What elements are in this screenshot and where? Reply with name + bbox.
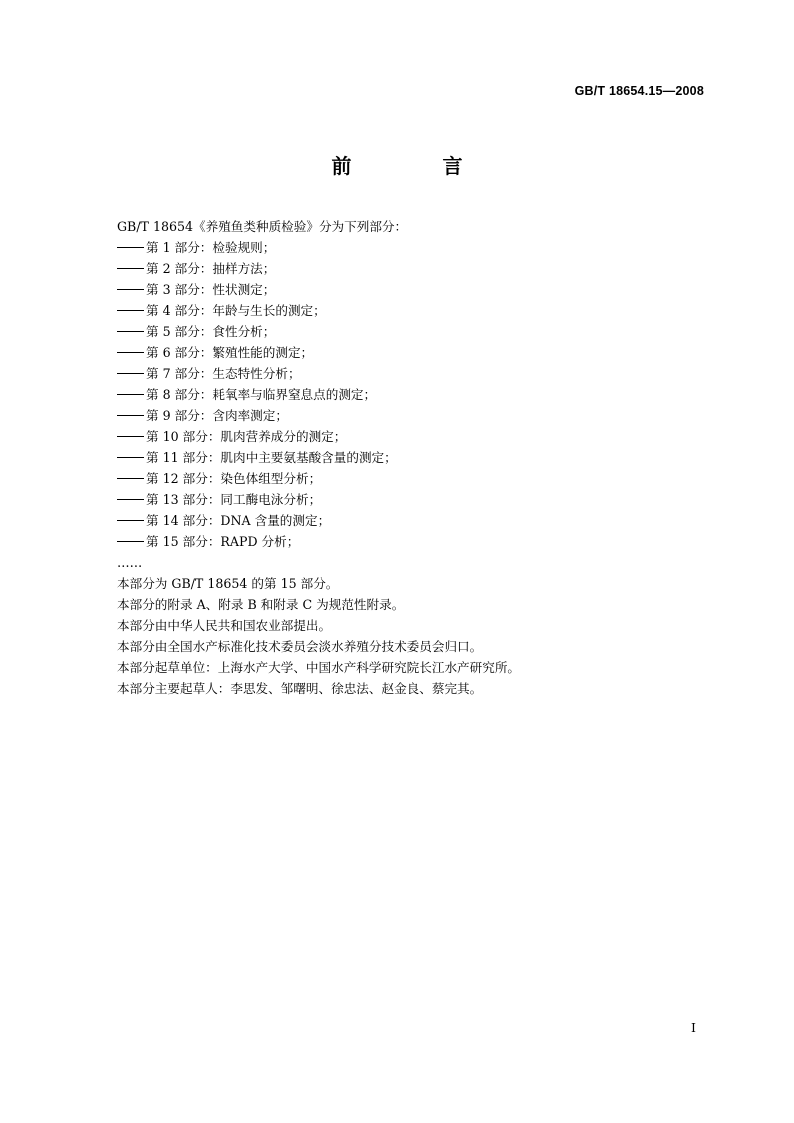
statement-line: 本部分起草单位：上海水产大学、中国水产科学研究院长江水产研究所。 <box>117 660 520 675</box>
em-dash <box>117 310 144 311</box>
part-item <box>117 447 697 468</box>
part-label: 第 1 部分：检验规则； <box>146 240 276 255</box>
part-label: 第 15 部分：RAPD 分析； <box>146 534 300 549</box>
part-item <box>117 363 697 384</box>
part-label: 第 12 部分：染色体组型分析； <box>146 471 322 486</box>
statement-line: 本部分为 GB/T 18654 的第 15 部分。 <box>117 576 339 591</box>
part-label: 第 5 部分：食性分析； <box>146 324 276 339</box>
em-dash <box>117 268 144 269</box>
em-dash <box>117 373 144 374</box>
part-label: 第 6 部分：繁殖性能的测定； <box>146 345 314 360</box>
parts-list <box>117 237 697 552</box>
em-dash <box>117 436 144 437</box>
part-item <box>117 426 697 447</box>
intro-line: GB/T 18654《养殖鱼类种质检验》分为下列部分： <box>117 219 408 234</box>
part-label: 第 9 部分：含肉率测定； <box>146 408 288 423</box>
em-dash <box>117 247 144 248</box>
part-item <box>117 279 697 300</box>
part-label: 第 13 部分：同工酶电泳分析； <box>146 492 322 507</box>
part-label: 第 8 部分：耗氧率与临界窒息点的测定； <box>146 387 377 402</box>
em-dash <box>117 394 144 395</box>
part-label: 第 14 部分：DNA 含量的测定； <box>146 513 331 528</box>
part-label: 第 11 部分：肌肉中主要氨基酸含量的测定； <box>146 450 397 465</box>
part-label: 第 7 部分：生态特性分析； <box>146 366 301 381</box>
em-dash <box>117 499 144 500</box>
part-item <box>117 321 697 342</box>
part-item <box>117 510 697 531</box>
em-dash <box>117 457 144 458</box>
ellipsis: …… <box>117 555 143 570</box>
part-label: 第 3 部分：性状测定； <box>146 282 276 297</box>
page-title: 前 言 <box>331 154 505 178</box>
part-label: 第 2 部分：抽样方法； <box>146 261 276 276</box>
standard-code-header: GB/T 18654.15—2008 <box>574 84 704 98</box>
foreword-body <box>117 216 697 699</box>
em-dash <box>117 352 144 353</box>
part-item <box>117 258 697 279</box>
em-dash <box>117 289 144 290</box>
part-item <box>117 531 697 552</box>
part-item <box>117 300 697 321</box>
part-item <box>117 489 697 510</box>
part-item <box>117 468 697 489</box>
statement-line: 本部分的附录 A、附录 B 和附录 C 为规范性附录。 <box>117 597 405 612</box>
em-dash <box>117 478 144 479</box>
part-item <box>117 405 697 426</box>
page-number: I <box>691 1020 696 1035</box>
part-label: 第 10 部分：肌肉营养成分的测定； <box>146 429 347 444</box>
part-label: 第 4 部分：年龄与生长的测定； <box>146 303 326 318</box>
statement-line: 本部分主要起草人：李思发、邹曙明、徐忠法、赵金良、蔡完其。 <box>117 681 483 696</box>
em-dash <box>117 520 144 521</box>
part-item <box>117 384 697 405</box>
em-dash <box>117 331 144 332</box>
part-item <box>117 342 697 363</box>
em-dash <box>117 415 144 416</box>
statement-line: 本部分由全国水产标准化技术委员会淡水养殖分技术委员会归口。 <box>117 639 483 654</box>
part-item <box>117 237 697 258</box>
em-dash <box>117 541 144 542</box>
statement-line: 本部分由中华人民共和国农业部提出。 <box>117 618 332 633</box>
